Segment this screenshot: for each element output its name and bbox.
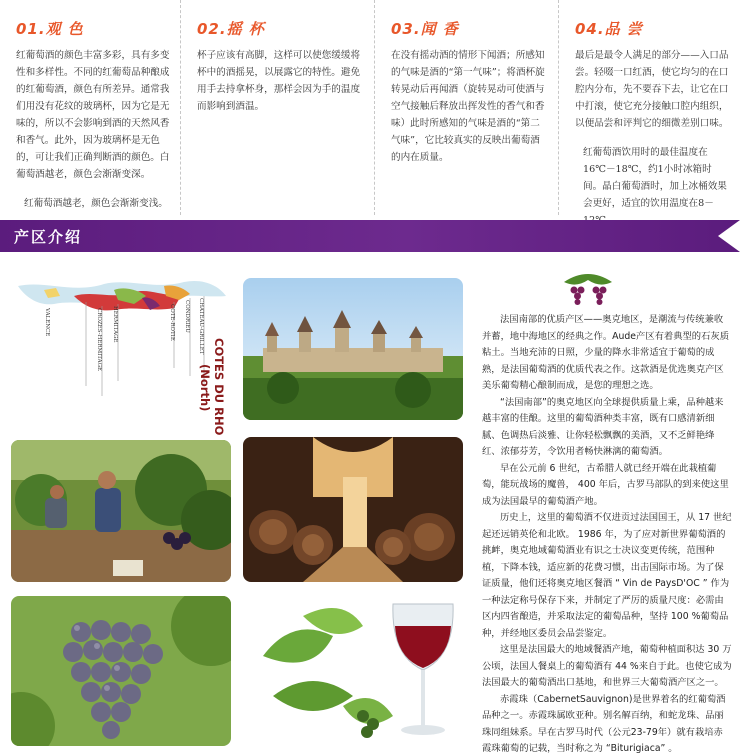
tasting-steps bbox=[0, 0, 740, 215]
step-title: 04.品 尝 bbox=[575, 20, 643, 38]
region-subtitle: (North) bbox=[198, 364, 212, 412]
article-paragraph: 这里是法国最大的地域餐酒产地，葡萄种植面积达 30 万公顷，法国人餐桌上的葡萄酒有 44 %来自于此。也使它成为法国最大的葡萄酒出口基地，和世界三大葡萄酒产区之一。 bbox=[482, 644, 732, 688]
region-title: COTES DU RHO bbox=[212, 338, 226, 436]
step-taste bbox=[558, 0, 740, 215]
banner-title: 产区介绍 bbox=[14, 228, 83, 246]
grape-cluster-photo bbox=[11, 596, 231, 746]
step-swirl-glass bbox=[180, 0, 374, 215]
article-paragraph: 赤霞珠（CabernetSauvignon)是世界着名的红葡萄酒品种之一。赤霞珠属欧亚种。别名解百纳，和蛇龙珠、品丽珠同组妹系。早在古罗马时代（公元23-79年）就有栽培赤霞珠葡萄的记载，当时称之为 “Biturigiaca” 。 bbox=[482, 693, 726, 754]
map-label: HERMITAGE bbox=[112, 306, 118, 343]
step-title: 02.摇 杯 bbox=[197, 20, 265, 38]
region-map bbox=[14, 276, 234, 436]
banner-arrow-tip bbox=[718, 220, 740, 252]
map-label: COTE-ROTIE bbox=[169, 304, 175, 341]
article-paragraph: 早在公元前 6 世纪，古希腊人就已经开端在此栽植葡萄，能玩战场的魔兽， 400 年后，古罗马部队的到来使这里成为法国最早的葡萄酒产地。 bbox=[482, 462, 729, 507]
step-text: 最后是最令人满足的部分——入口品尝。轻啜一口红酒，使它均匀的在口腔内分布，先不要吞下去，让它在口中打滚，使它充分接触口腔内组织，以便品尝和评判它的细微差别口味。 bbox=[575, 50, 729, 129]
step-text: 红葡萄酒饮用时的最佳温度在16℃－18℃，约1小时冰箱时间。晶白葡萄酒时，加上冰桶效果会更好，适宜的饮用温度在8－ bbox=[583, 147, 727, 209]
map-label: CROZES-HERMITAGE bbox=[96, 308, 102, 372]
grape-icon bbox=[560, 270, 616, 310]
section-banner bbox=[0, 220, 740, 252]
map-label: CHATEAU-GRILLET bbox=[198, 298, 204, 355]
step-smell-aroma bbox=[374, 0, 558, 215]
wine-glass-photo bbox=[243, 596, 463, 746]
article-paragraph: 法国南部的优质产区——奥克地区，是潮流与传统兼收并蓄，地中海地区的经典之作。Aude产区有着典型的石灰质粘土。当地充沛的日照，少量的降水非常适宜于葡萄的成熟，是法国葡萄酒的优质代表之作。这款酒是优选奥克产区美乐葡萄精心酿制而成，是您的理想之选。 bbox=[482, 314, 729, 391]
map-label: CONDRIEU bbox=[184, 300, 190, 333]
vineyard-workers-photo bbox=[11, 440, 231, 582]
step-text: 杯子应该有高脚，这样可以使您缓缓将杯中的酒摇晃，以展露它的特性。避免用手去持拿杯身，那样会因为手的温度而影响到酒温。 bbox=[197, 50, 361, 112]
banner-background bbox=[0, 220, 740, 252]
step-text: 在没有摇动酒的情形下闻酒；所感知的气味是酒的“第一气味”；将酒杯旋转晃动后再闻酒（旋转晃动可使酒与空气接触后释放出挥发性的香气和香味）此时所感知的气味是酒的“第二气味”，它比较真实的反映出葡萄酒的内在质量。 bbox=[391, 50, 545, 163]
step-title: 03.闻 香 bbox=[391, 20, 459, 38]
article-paragraph: 历史上，这里的葡萄酒不仅进贡过法国国王，从 17 世纪起还远销英伦和北欧。 1986 年，为了应对新世界葡萄酒的挑衅，奥克地域葡萄酒业有识之士决议变更传统，范围种植，下降本钱，适应新的花费习惯，出击国际市场。为了保证质量，他们还将奥克地区餐酒 “ Vin de PaysD'OC ” 作为一种法定称号保存下来，并制定了严厉的质量尺度：必需由区内四省酿造，并采取法定的葡萄品种，坚持 100 %葡萄品种，并经地区委员会品尝鉴定。 bbox=[482, 512, 732, 639]
step-title: 01.观 色 bbox=[16, 20, 84, 38]
map-label: VALENCE bbox=[44, 308, 50, 337]
article-paragraph: “法国南部”的奥克地区向全球提供质量上乘，品种越来越丰富的佳酿。这里的葡萄酒种类丰富，既有口感清新细腻、色调热后淡雅、让你轻松飘飘的美酒，又不乏鲜艳绛红、浓郁芬芳，令饮用者畅快淋漓的葡萄酒。 bbox=[482, 396, 724, 457]
step-text: 红葡萄酒的颜色丰富多彩，具有多变性和多样性。不同的红葡萄品种酿成的红葡萄酒，颜色有所差异。通常我们用没有花纹的玻璃杯，因为它是无味的，所以不会影响到酒的天然风香和香气。此外，因为玻璃杯是无色的，可让我们正确判断酒的颜色。白葡萄酒越老，颜色会渐渐变深。 bbox=[16, 50, 170, 180]
step-text: 红葡萄酒越老，颜色会渐渐变浅。 bbox=[24, 198, 168, 209]
castle-photo bbox=[243, 278, 463, 420]
wine-cellar-photo bbox=[243, 437, 463, 582]
step-observe-color bbox=[0, 0, 180, 215]
region-article bbox=[482, 312, 732, 754]
